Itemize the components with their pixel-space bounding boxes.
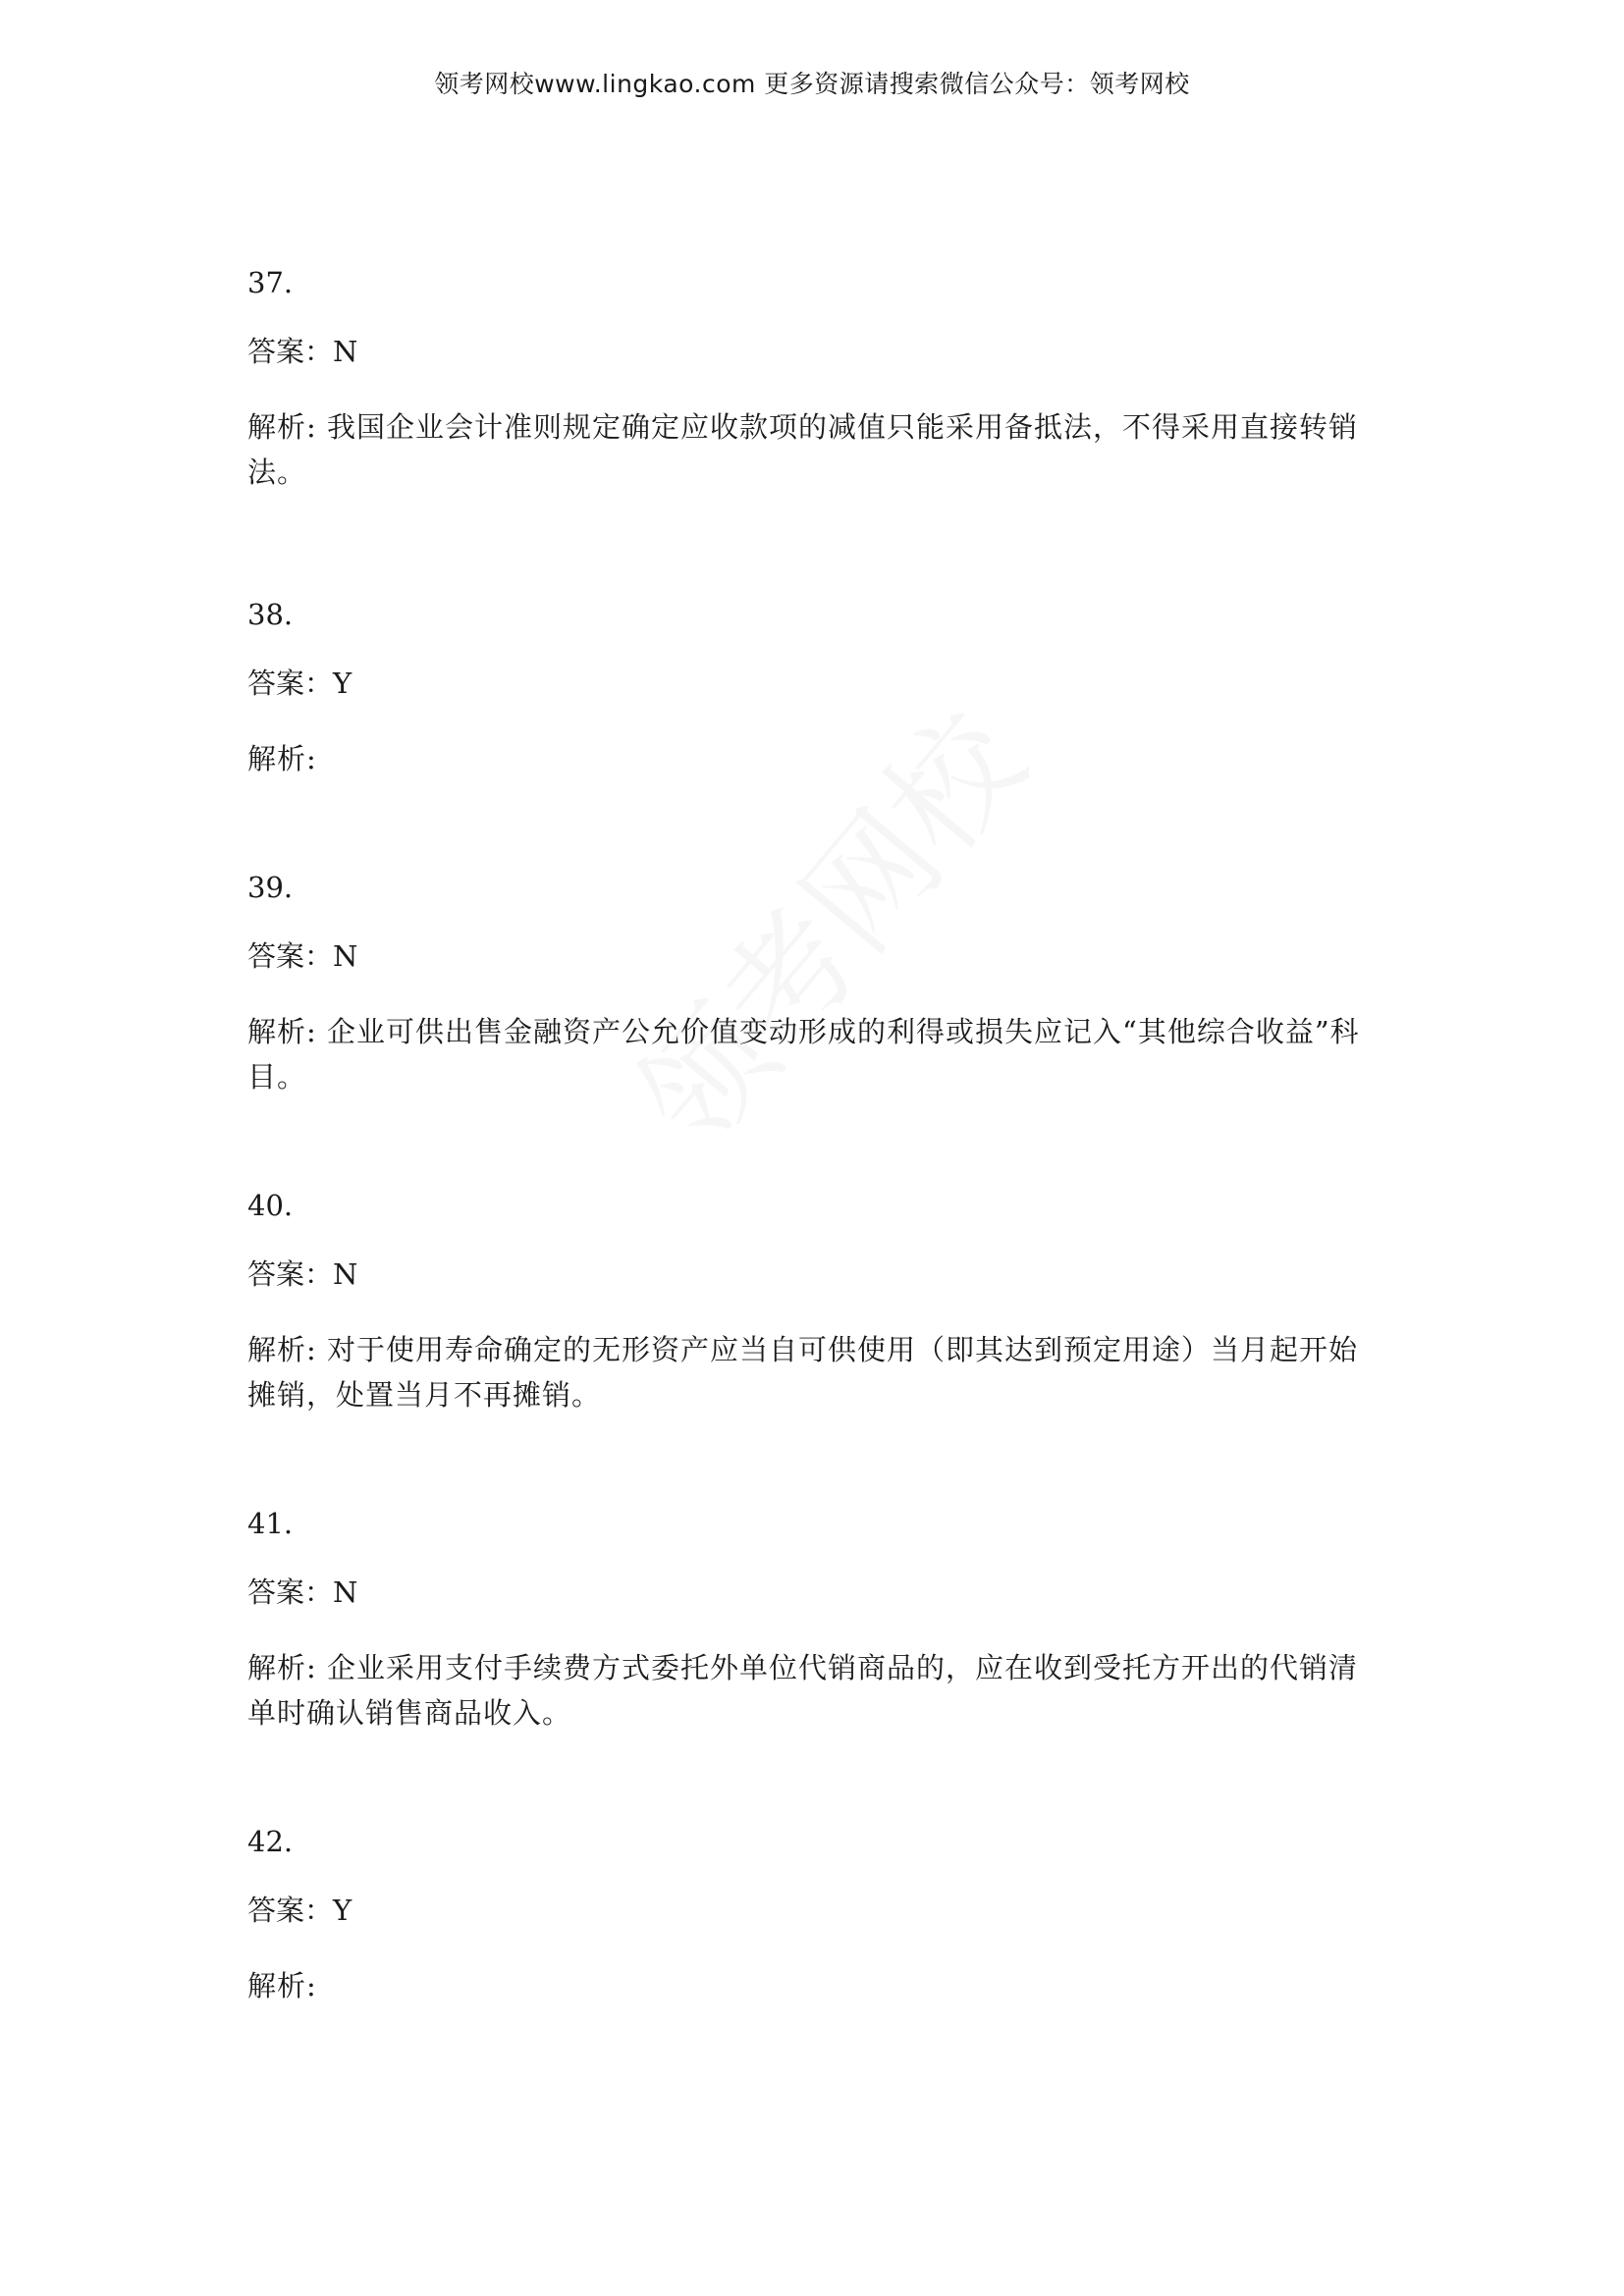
question-number: 38.: [247, 598, 294, 631]
question-item: [247, 265, 1386, 495]
question-number: 41.: [247, 1507, 294, 1540]
page-header: 领考网校www.lingkao.com 更多资源请搜索微信公众号：领考网校: [434, 70, 1190, 98]
question-answer: 答案：N: [247, 1257, 358, 1291]
question-analysis: 解析: 企业采用支付手续费方式委托外单位代销商品的，应在收到受托方开出的代销清单时确认销售商品收入。: [247, 1651, 1358, 1730]
question-answer: 答案：Y: [247, 667, 352, 700]
question-number: 40.: [247, 1189, 294, 1222]
question-analysis: 解析: 我国企业会计准则规定确定应收款项的减值只能采用备抵法，不得采用直接转销法。: [247, 410, 1358, 489]
question-number: 42.: [247, 1825, 294, 1858]
question-answer: 答案：Y: [247, 1894, 352, 1927]
question-answer: 答案：N: [247, 335, 358, 368]
question-analysis: 解析:: [247, 742, 317, 775]
question-analysis: 解析: 企业可供出售金融资产公允价值变动形成的利得或损失应记入“其他综合收益”科目。: [247, 1015, 1360, 1094]
question-item: [247, 1824, 352, 2008]
question-item: [247, 870, 1386, 1099]
question-answer: 答案：N: [247, 1575, 358, 1609]
question-item: [247, 1506, 1386, 1735]
question-item: [247, 597, 352, 781]
question-answer: 答案：N: [247, 939, 358, 973]
question-number: 37.: [247, 266, 294, 299]
question-number: 39.: [247, 871, 294, 904]
question-item: [247, 1188, 1386, 1417]
question-analysis: 解析:: [247, 1969, 317, 2002]
question-analysis: 解析: 对于使用寿命确定的无形资产应当自可供使用（即其达到预定用途）当月起开始摊销，处置当月不再摊销。: [247, 1333, 1358, 1412]
